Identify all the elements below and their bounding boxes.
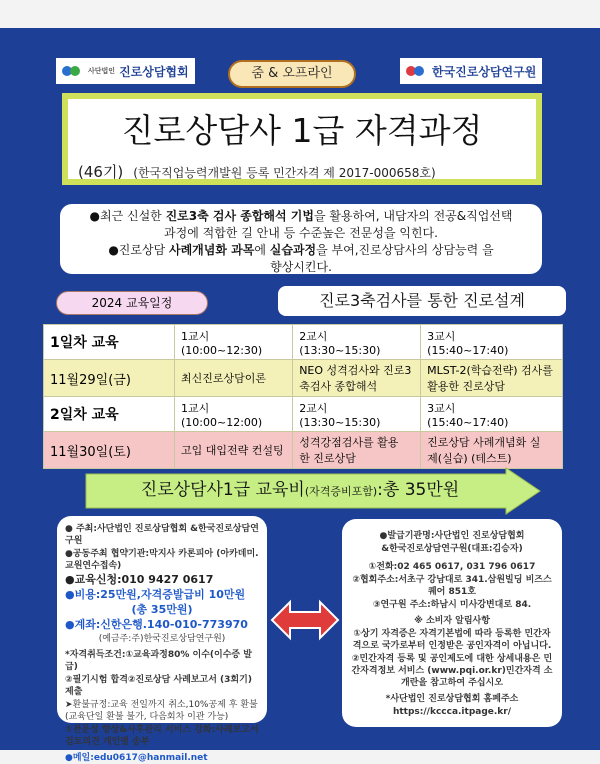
apply-phone: ●교육신청:010 9427 0617 [65,573,214,586]
mode-badge: 줌 & 오프라인 [228,60,356,88]
email[interactable]: ●메일:edu0617@hanmail.net [65,753,208,763]
info-card-right [342,519,562,727]
desc-bold: 사례개념화 과목 [168,243,255,257]
desc-text: 에 [254,243,270,257]
service: ①전문성 향상&사후관리 서비스 강화:사례보고서 검토의견 개인별 송부 [65,725,259,747]
issuer2: &한국진로상담연구원(대표:김승자) [381,544,523,554]
refund: ➤환불규정:교육 전일까지 취소,10%공제 후 환불(교육단일 환불 불가, 다음회차 이관 가능) [65,700,258,722]
page-title: 진로상담사 1급 자격과정 [121,111,483,150]
table-row [44,360,563,397]
logo-mark-icon [406,63,428,79]
desc-bold: 진로3축 검사 종합해석 기법 [165,209,314,223]
phone: ①전화:02 465 0617, 031 796 0617 [368,562,536,572]
desc-text: 향상시킨다. [270,260,332,274]
table-cell: 1교시 (10:00~12:00) [175,397,293,432]
logo-left-text: 진로상담협회 [119,64,189,79]
logo-right [400,58,542,84]
site-link[interactable]: https://kccca.itpage.kr/ [392,707,512,717]
registration-number: (한국직업능력개발원 등록 민간자격 제 2017-000658호) [133,166,436,180]
table-cell: 2일차 교육 [44,397,175,432]
info-card-left [57,516,267,763]
table-cell: 1일차 교육 [44,325,175,360]
table-row [44,325,563,360]
notice2: ②민간자격 등록 및 공인제도에 대한 상세내용은 민간자격정보 서비스 (www.pqi.or.kr)민간자격 소개란을 참고하여 주십시오 [351,654,553,688]
description-box [60,204,542,274]
table-cell: 최신진로상담이론 [175,360,293,397]
desc-text: 을 부여,진로상담사의 상담능력 을 [316,243,494,257]
cost-total: (총 35만원) [131,603,193,616]
host: ● 주최:사단법인 진로상담협회 &한국진로상담연구원 [65,524,259,546]
poster [0,28,600,763]
table-cell: 3교시 (15:40~17:40) [421,325,563,360]
desc-text: 과정에 적합한 길 안내 등 수준높은 전문성을 익힌다. [164,226,438,240]
account-holder: (예금주:주)한국진로상담연구원) [98,634,226,644]
fee-total: :총 35만원 [377,480,460,500]
consumer-notice: ※ 소비자 알림사항 [414,616,490,626]
course-title: 진로3축검사를 통한 진로설계 [278,286,566,316]
table-cell: MLST-2(학습전략) 검사를 활용한 진로상담 [421,360,563,397]
cohort: (46기) [78,163,124,181]
institute-address: ③연구원 주소:하남시 미사강변대로 84. [372,600,532,610]
table-cell: 3교시 (15:40~17:40) [421,397,563,432]
partner: ●공동주최 협약기관:막지사 카론피아 (아카데미.교원연수접속) [65,549,259,571]
cost: ●비용:25만원,자격증발급비 10만원 [65,588,246,601]
notice1: ①상기 자격증은 자격기본법에 따라 등록한 민간자격으로 국가로부터 인정받은 공인자격이 아닙니다. [352,629,552,651]
site-label: *사단법인 진로상담협회 홈페주소 [385,694,519,704]
logo-mark-icon [62,63,84,79]
table-cell: 2교시 (13:30~15:30) [293,397,421,432]
logo-left [56,58,195,84]
address: ②협회주소:서초구 강남대로 341.삼원빌딩 비즈스퀘어 851호 [352,575,552,597]
fee-prefix: 진로상담사1급 교육비 [140,480,305,500]
table-row [44,432,563,469]
logo-right-text: 한국진로상담연구원 [432,64,537,79]
desc-text: ●진로상담 [108,243,169,257]
logo-left-small: 사단법인 [88,67,116,75]
table-cell: 11월30일(토) [44,432,175,469]
title-sub [78,161,436,182]
table-cell: 2교시 (13:30~15:30) [293,325,421,360]
issuer: ●발급기관명:사단법인 진로상담협회 [379,531,525,541]
schedule-table [43,324,563,469]
qualify2: ②필기시험 합격②진로상담 사례보고서 (3회기)제출 [65,675,252,697]
table-cell: 성격강점검사를 활용 한 진로상담 [293,432,421,469]
table-row [44,397,563,432]
fee-text [110,477,490,505]
table-cell: NEO 성격검사와 진로3 축검사 종합해석 [293,360,421,397]
table-cell: 11월29일(금) [44,360,175,397]
title-box [62,93,542,185]
desc-bold: 실습과정 [269,243,317,257]
table-cell: 진로상담 사례개념화 실 제(실습) (테스트) [421,432,563,469]
qualify: *자격취득조건:①교육과정80% 이수(이수증 발급) [65,650,252,672]
schedule-label: 2024 교육일정 [56,291,208,315]
account: ●계좌:신한은행.140-010-773970 [65,618,248,631]
desc-text: 을 활용하여, 내담자의 전공&직업선택 [313,209,513,223]
table-cell: 고입 대입전략 컨설팅 [175,432,293,469]
table-cell: 1교시 (10:00~12:30) [175,325,293,360]
desc-text: ●최근 신설한 [89,209,166,223]
double-arrow-icon [272,602,338,638]
fee-note: (자격증비포함) [304,485,378,498]
